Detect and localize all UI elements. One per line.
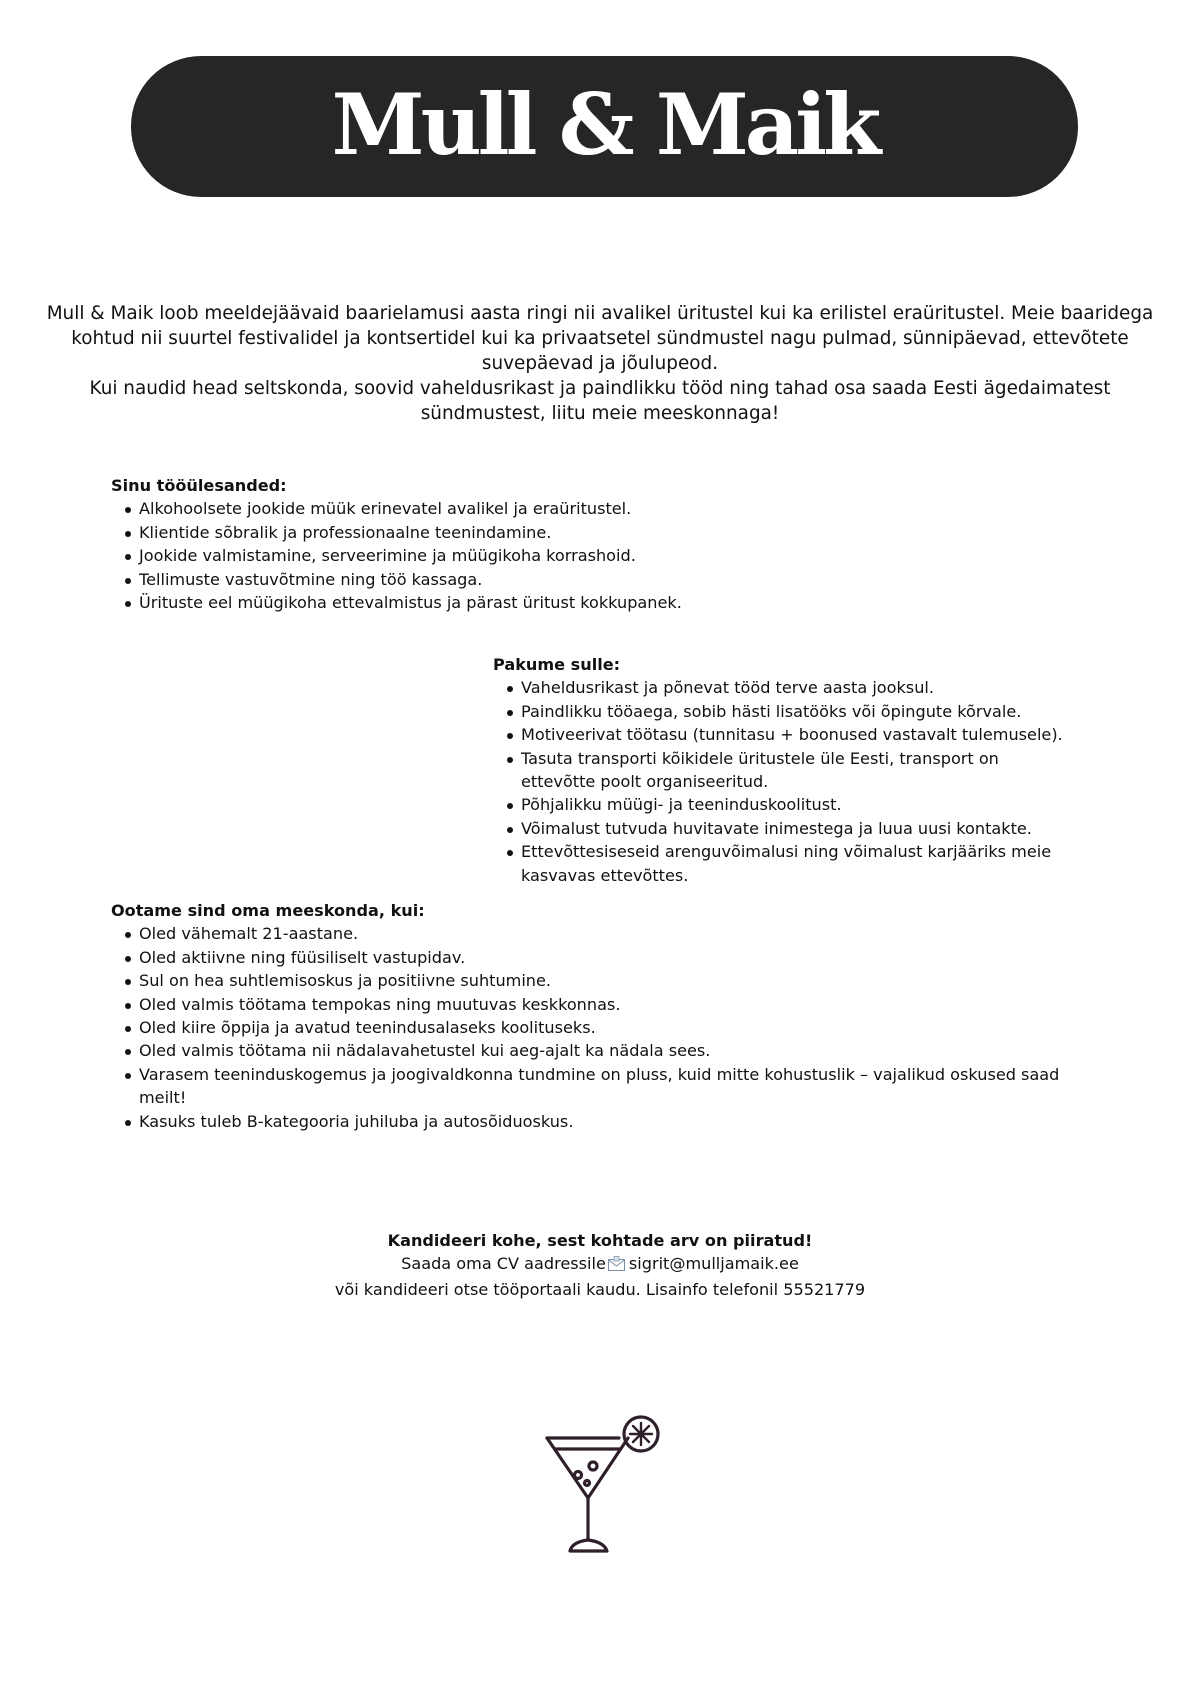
cocktail-glass-icon	[543, 1414, 668, 1554]
requirements-title: Ootame sind oma meeskonda, kui:	[111, 901, 425, 920]
list-item: Motiveerivat töötasu (tunnitasu + boonused vastavalt tulemusele).	[521, 723, 1073, 746]
list-item: Võimalust tutvuda huvitavate inimestega ja luua uusi kontakte.	[521, 817, 1073, 840]
tasks-list	[111, 497, 1011, 614]
list-item: Oled valmis töötama nii nädalavahetustel kui aeg-ajalt ka nädala sees.	[139, 1039, 1086, 1062]
requirements-list	[111, 922, 1086, 1133]
send-cv-text: Saada oma CV aadressile	[401, 1254, 606, 1274]
list-item: Varasem teeninduskogemus ja joogivaldkonna tundmine on pluss, kuid mitte kohustuslik – vajalikud oskused saad meilt!	[139, 1063, 1086, 1110]
list-item: Tasuta transporti kõikidele üritustele üle Eesti, transport on ettevõtte poolt organiseeritud.	[521, 747, 1073, 794]
call-to-action	[200, 1229, 1000, 1301]
tasks-title: Sinu tööülesanded:	[111, 476, 287, 495]
brand-logo: Mull & Maik	[331, 74, 878, 174]
list-item: Sul on hea suhtlemisoskus ja positiivne suhtumine.	[139, 969, 1086, 992]
list-item: Ettevõttesiseseid arenguvõimalusi ning võimalust karjääriks meie kasvavas ettevõttes.	[521, 840, 1073, 887]
list-item: Oled vähemalt 21-aastane.	[139, 922, 1086, 945]
tasks-section	[111, 474, 1011, 614]
list-item: Oled aktiivne ning füüsiliselt vastupidav.	[139, 946, 1086, 969]
intro-paragraph: Mull & Maik loob meeldejäävaid baarielamusi aasta ringi nii avalikel üritustel kui ka erilistel eraüritustel. Meie baaridega kohtud nii suurtel festivalidel ja kontsertidel kui ka privaatsetel sündmustel nagu pulmad, sünnipäevad, ettevõtete suvepäevad ja jõulupeod.	[46, 303, 1154, 374]
list-item: Oled kiire õppija ja avatud teenindusalaseks koolituseks.	[139, 1016, 1086, 1039]
requirements-section	[111, 899, 1086, 1133]
list-item: Tellimuste vastuvõtmine ning töö kassaga.	[139, 568, 1011, 591]
list-item: Vaheldusrikast ja põnevat tööd terve aasta jooksul.	[521, 676, 1073, 699]
list-item: Oled valmis töötama tempokas ning muutuvas keskkonnas.	[139, 993, 1086, 1016]
apply-info-line: või kandideeri otse tööportaali kaudu. Lisainfo telefonil 55521779	[334, 1279, 866, 1299]
list-item: Ürituste eel müügikoha ettevalmistus ja pärast üritust kokkupanek.	[139, 591, 1011, 614]
list-item: Kasuks tuleb B-kategooria juhiluba ja autosõiduoskus.	[139, 1110, 1086, 1133]
list-item: Klientide sõbralik ja professionaalne teenindamine.	[139, 521, 1011, 544]
envelope-icon	[608, 1254, 625, 1277]
intro-paragraph: Kui naudid head seltskonda, soovid vaheldusrikast ja paindlikku tööd ning tahad osa saada Eesti ägedaimatest sündmustest, liitu meie meeskonnaga!	[89, 378, 1111, 424]
offer-list	[493, 676, 1073, 887]
cta-contact-line	[200, 1252, 1000, 1277]
offer-title: Pakume sulle:	[493, 655, 621, 674]
header-banner	[131, 56, 1078, 197]
offer-section	[493, 653, 1073, 887]
intro-text	[40, 301, 1160, 426]
list-item: Jookide valmistamine, serveerimine ja müügikoha korrashoid.	[139, 544, 1011, 567]
cta-headline: Kandideeri kohe, sest kohtade arv on piiratud!	[387, 1231, 813, 1250]
list-item: Paindlikku tööaega, sobib hästi lisatööks või õpingute kõrvale.	[521, 700, 1073, 723]
email-link[interactable]: sigrit@mulljamaik.ee	[628, 1254, 799, 1274]
list-item: Alkohoolsete jookide müük erinevatel avalikel ja eraüritustel.	[139, 497, 1011, 520]
list-item: Põhjalikku müügi- ja teeninduskoolitust.	[521, 793, 1073, 816]
